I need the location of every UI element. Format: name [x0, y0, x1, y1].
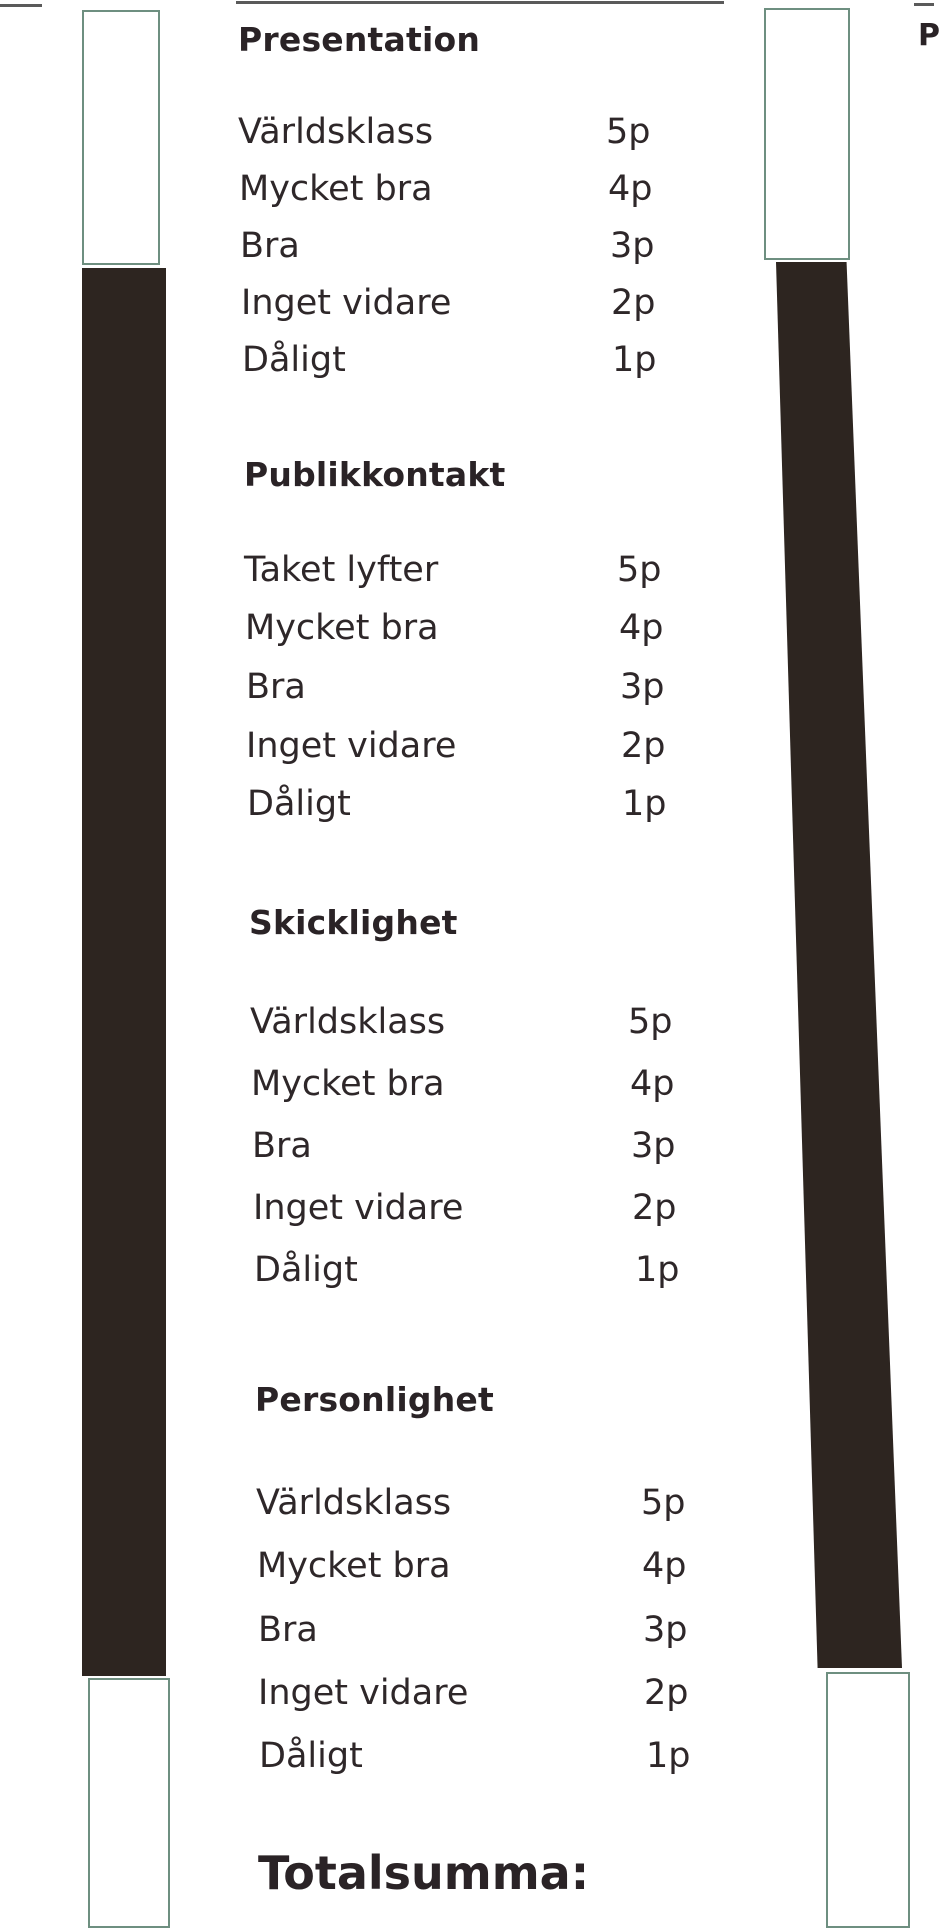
score-row [239, 169, 699, 219]
score-points: 3p [610, 226, 655, 266]
scoring-sheet [236, 0, 706, 1920]
score-label: Bra [246, 667, 306, 707]
score-points: 2p [644, 1673, 689, 1713]
score-label: Världsklass [238, 112, 434, 152]
section-title-personlighet: Personlighet [255, 1380, 494, 1419]
right-pillar-bottom-segment [826, 1672, 910, 1928]
score-label: Inget vidare [241, 283, 452, 323]
score-points: 4p [619, 608, 664, 648]
top-rule-right [914, 3, 934, 6]
score-label: Dåligt [247, 784, 351, 824]
score-row [245, 608, 705, 658]
score-row [258, 1610, 718, 1660]
score-label: Dåligt [259, 1736, 363, 1776]
score-points: 1p [612, 340, 657, 380]
score-label: Inget vidare [258, 1673, 469, 1713]
score-row [252, 1126, 712, 1176]
score-points: 1p [635, 1250, 680, 1290]
left-pillar-dark-segment [82, 268, 166, 1676]
score-points: 4p [608, 169, 653, 209]
score-label: Inget vidare [246, 726, 457, 766]
score-points: 3p [631, 1126, 676, 1166]
section-title-skicklighet: Skicklighet [249, 903, 458, 942]
section-title-presentation: Presentation [238, 20, 481, 59]
score-row [247, 784, 707, 834]
score-points: 1p [646, 1736, 691, 1776]
score-points: 5p [628, 1002, 673, 1042]
top-rule-left [0, 4, 42, 7]
score-label: Taket lyfter [244, 550, 439, 590]
left-pillar-bottom-segment [88, 1678, 170, 1928]
score-label: Världsklass [256, 1483, 452, 1523]
score-points: 5p [641, 1483, 686, 1523]
score-row [240, 226, 700, 276]
score-row [254, 1250, 714, 1300]
score-points: 2p [621, 726, 666, 766]
score-label: Bra [252, 1126, 312, 1166]
total-sum-label: Totalsumma: [258, 1846, 590, 1900]
score-points: 3p [643, 1610, 688, 1650]
score-label: Dåligt [254, 1250, 358, 1290]
score-points: 1p [622, 784, 667, 824]
right-pillar-top-segment [764, 8, 850, 260]
score-row [256, 1483, 716, 1533]
score-label: Mycket bra [257, 1546, 451, 1586]
score-row [238, 112, 698, 162]
score-points: 5p [606, 112, 651, 152]
score-points: 3p [620, 667, 665, 707]
section-title-publikkontakt: Publikkontakt [244, 455, 506, 494]
score-row [258, 1673, 718, 1723]
next-column-heading-fragment: P [918, 18, 940, 53]
score-label: Inget vidare [253, 1188, 464, 1228]
score-points: 4p [630, 1064, 675, 1104]
score-points: 4p [642, 1546, 687, 1586]
score-label: Mycket bra [239, 169, 433, 209]
score-row [251, 1064, 711, 1114]
score-label: Världsklass [250, 1002, 446, 1042]
score-points: 5p [617, 550, 662, 590]
score-row [242, 340, 702, 390]
score-row [250, 1002, 710, 1052]
left-pillar-top-segment [82, 10, 160, 265]
score-points: 2p [611, 283, 656, 323]
score-label: Mycket bra [245, 608, 439, 648]
score-row [246, 667, 706, 717]
score-row [257, 1546, 717, 1596]
score-label: Dåligt [242, 340, 346, 380]
score-label: Bra [258, 1610, 318, 1650]
score-row [241, 283, 701, 333]
score-row [246, 726, 706, 776]
score-row [244, 550, 704, 600]
score-row [253, 1188, 713, 1238]
score-row [259, 1736, 719, 1786]
score-label: Bra [240, 226, 300, 266]
score-points: 2p [632, 1188, 677, 1228]
score-label: Mycket bra [251, 1064, 445, 1104]
right-pillar-dark-segment [776, 262, 902, 1668]
